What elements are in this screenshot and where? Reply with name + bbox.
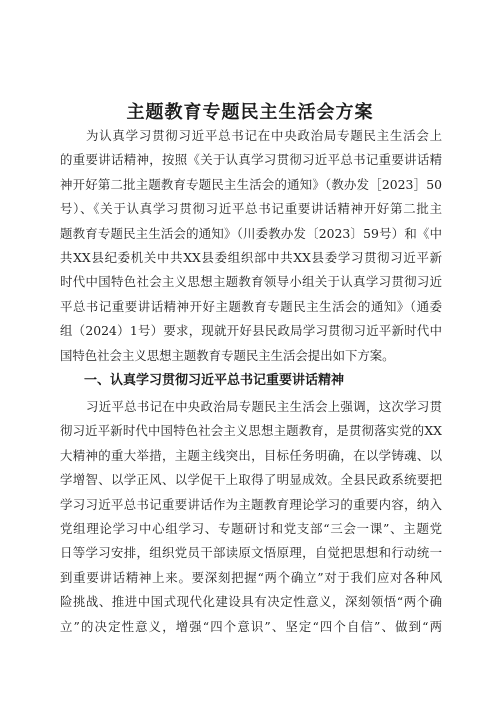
section1-paragraph xyxy=(60,395,442,639)
intro-line: 国特色社会主义思想主题教育专题民主生活会提出如下方案。 xyxy=(60,347,395,363)
intro-line: 平总书记重要讲话精神开好主题教育专题民主生活会的通知》（通委 xyxy=(60,298,442,314)
section1-line: 日等学习安排，组织党员干部读原文悟原理，自觉把思想和行动统一 xyxy=(60,545,442,561)
intro-paragraph xyxy=(60,124,442,368)
section1-line: 大精神的重大举措，主题主线突出，目标任务明确，在以学铸魂、以 xyxy=(60,447,442,463)
section1-line: 学习习近平总书记重要讲话作为主题教育理论学习的重要内容，纳入 xyxy=(60,496,442,512)
section1-line: 学增智、以学正风、以学促干上取得了明显成效。全县民政系统要把 xyxy=(60,472,442,488)
section1-line: 险挑战、推进中国式现代化建设具有决定性意义，深刻领悟“两个确 xyxy=(60,594,442,610)
intro-line: 为认真学习贯彻习近平总书记在中央政治局专题民主生活会上 xyxy=(86,128,442,143)
intro-line: 共XX县纪委机关中共XX县委组织部中共XX县委学习贯彻习近平新 xyxy=(60,250,442,266)
intro-line: 时代中国特色社会主义思想主题教育领导小组关于认真学习贯彻习近 xyxy=(60,274,442,290)
section1-line: 党组理论学习中心组学习、专题研讨和党支部“三会一课”、主题党 xyxy=(60,521,442,537)
section1-line: 彻习近平新时代中国特色社会主义思想主题教育，是贯彻落实党的XX xyxy=(60,423,442,439)
intro-line: 题教育专题民主生活会的通知》（川委教办发〔2023〕59号）和《中 xyxy=(60,225,442,241)
section-heading: 一、认真学习贯彻习近平总书记重要讲话精神 xyxy=(84,373,345,388)
section1-line: 立”的决定性意义，增强“四个意识”、坚定“四个自信”、做到“两 xyxy=(60,618,442,634)
intro-line: 组（2024）1号）要求，现就开好县民政局学习贯彻习近平新时代中 xyxy=(60,323,442,339)
intro-line: 神开好第二批主题教育专题民主生活会的通知》（教办发［2023］50 xyxy=(60,176,442,192)
section1-line: 到重要讲话精神上来。要深刻把握“两个确立”对于我们应对各种风 xyxy=(60,569,442,585)
intro-line: 的重要讲话精神，按照《关于认真学习贯彻习近平总书记重要讲话精 xyxy=(60,152,442,168)
intro-line: 号）、《关于认真学习贯彻习近平总书记重要讲话精神开好第二批主 xyxy=(60,201,442,217)
section1-line: 习近平总书记在中央政治局专题民主生活会上强调，这次学习贯 xyxy=(86,399,442,414)
document-title: 主题教育专题民主生活会方案 xyxy=(126,102,374,123)
